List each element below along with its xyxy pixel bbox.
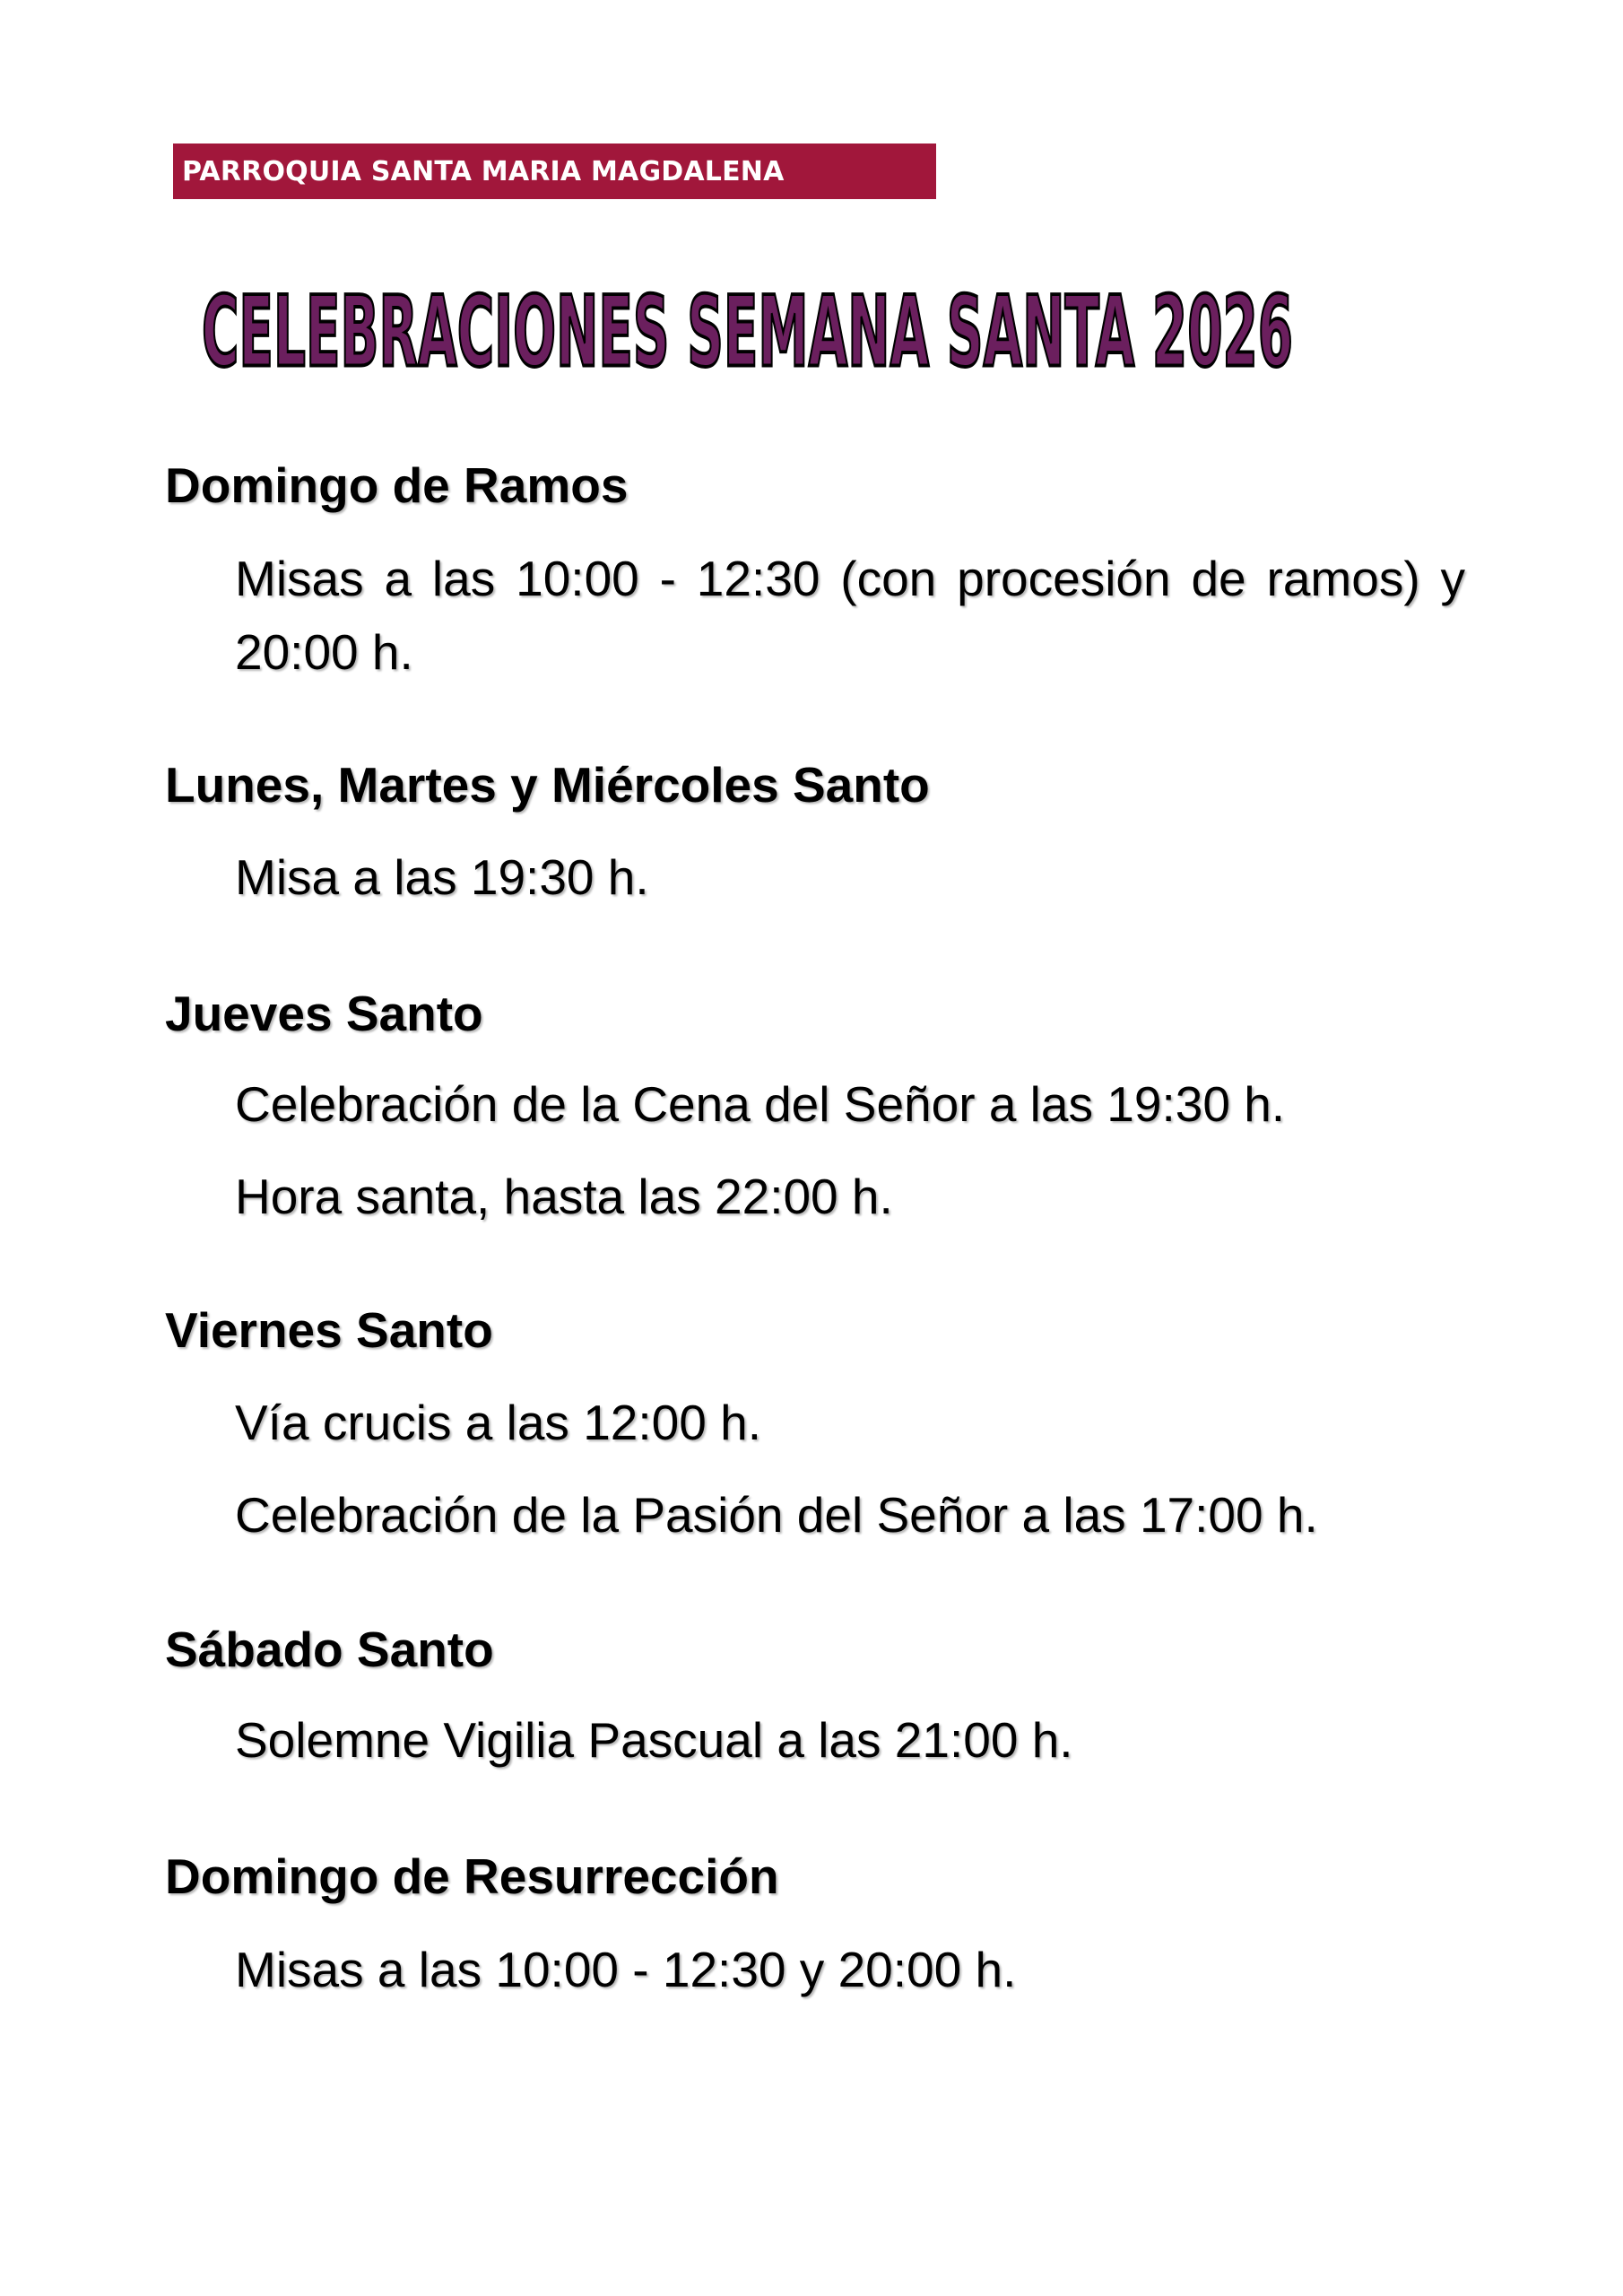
day-heading-domingo-de-resurreccion: Domingo de Resurrección (165, 1848, 779, 1904)
schedule-entry: Hora santa, hasta las 22:00 h. (235, 1169, 893, 1224)
schedule-entry: Misas a las 10:00 - 12:30 y 20:00 h. (235, 1942, 1017, 1997)
schedule-entry: Misa a las 19:30 h. (235, 849, 649, 905)
schedule-entry: Solemne Vigilia Pascual a las 21:00 h. (235, 1712, 1073, 1768)
parish-name: PARROQUIA SANTA MARIA MAGDALENA (182, 155, 785, 187)
day-heading-jueves-santo: Jueves Santo (165, 986, 483, 1041)
day-heading-domingo-de-ramos: Domingo de Ramos (165, 457, 629, 513)
page-title: CELEBRACIONES SEMANA SANTA 2026 (202, 274, 1294, 389)
day-heading-viernes-santo: Viernes Santo (165, 1302, 493, 1358)
schedule-entry: Celebración de la Cena del Señor a las 19:30 h. (235, 1076, 1286, 1132)
day-heading-lunes-martes-miercoles: Lunes, Martes y Miércoles Santo (165, 757, 930, 813)
schedule-entry: Vía crucis a las 12:00 h. (235, 1395, 761, 1450)
schedule-entry: Celebración de la Pasión del Señor a las 17:00 h. (235, 1487, 1318, 1543)
day-heading-sabado-santo: Sábado Santo (165, 1622, 494, 1677)
schedule-entry: Misas a las 10:00 - 12:30 (con procesión de ramos) y 20:00 h. (235, 551, 1465, 680)
